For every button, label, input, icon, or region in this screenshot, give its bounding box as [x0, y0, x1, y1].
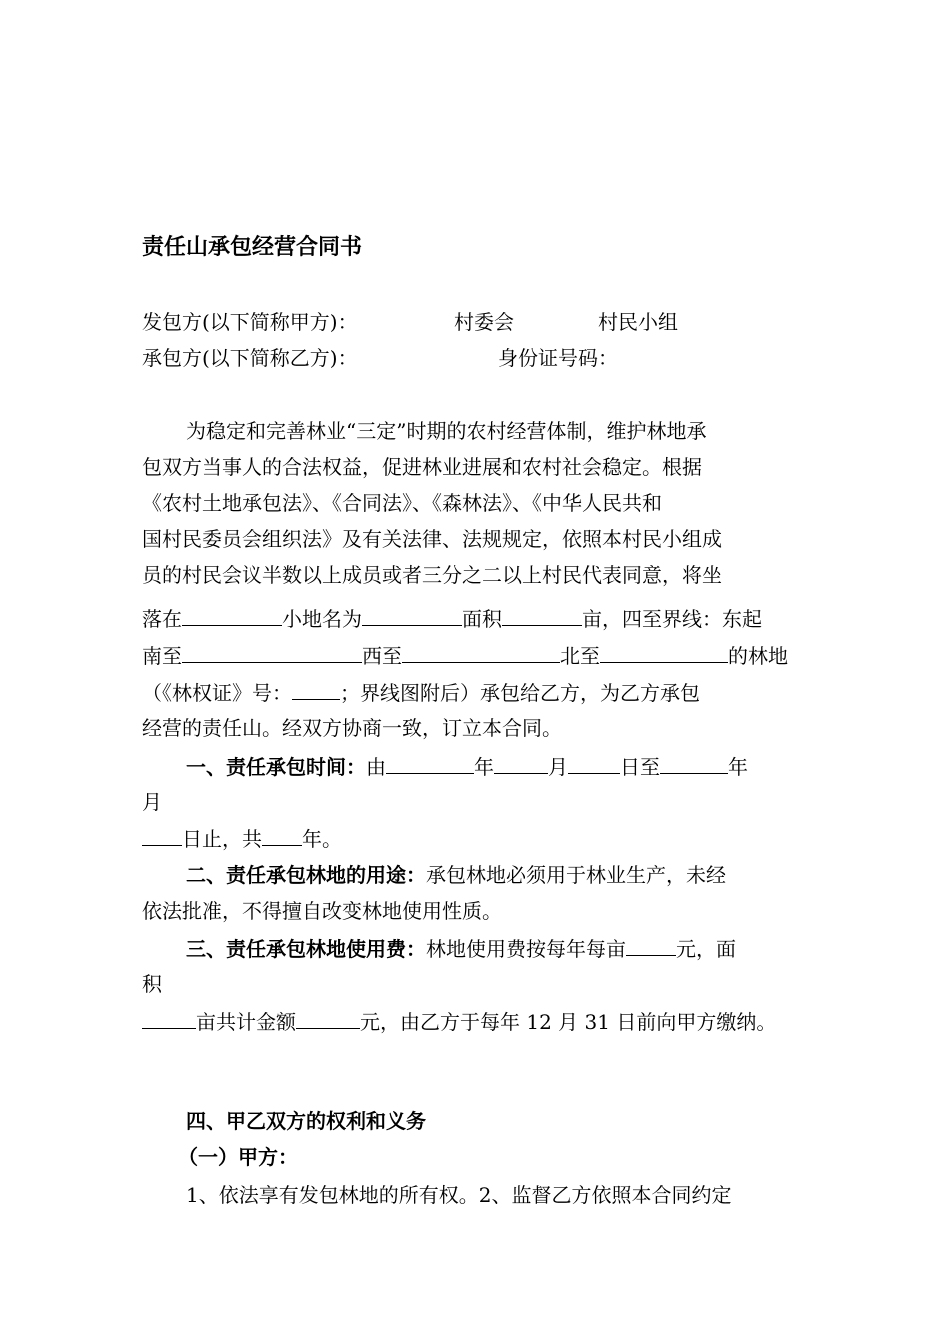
party-a-village: 村委会 — [454, 310, 514, 334]
month-label: 月 — [548, 755, 568, 779]
preamble-line-2: 包双方当事人的合法权益，促进林业进展和农村社会稳定。根据 — [142, 455, 702, 479]
payment-terms: 元，由乙方于每年 12 月 31 日前向甲方缴纳。 — [360, 1010, 777, 1034]
total-years-blank[interactable] — [262, 823, 302, 846]
boundary-east-label: 亩，四至界线：东起 — [582, 607, 762, 631]
end-year-label: 年 — [728, 755, 748, 779]
year-label: 年 — [474, 755, 494, 779]
document-title: 责任山承包经营合同书 — [142, 235, 363, 260]
south-blank[interactable] — [182, 640, 362, 663]
section2-line — [186, 860, 726, 890]
party-a-label: 发包方(以下简称甲方)： — [142, 310, 358, 334]
section2-text-1: 承包林地必须用于林业生产，未经 — [426, 863, 726, 887]
party-b-id-label: 身份证号码： — [498, 346, 618, 370]
forest-cert-blank[interactable] — [292, 677, 340, 700]
party-b-label: 承包方(以下简称乙方)： — [142, 346, 358, 370]
preamble-line-1: 为稳定和完善林业“三定”时期的农村经营体制，维护林地承 — [186, 419, 707, 443]
fee-per-mu-label: 林地使用费按每年每亩 — [426, 937, 626, 961]
place-name-label: 小地名为 — [282, 607, 362, 631]
section2-text-2: 依法批准，不得擅自改变林地使用性质。 — [142, 899, 502, 923]
north-label: 北至 — [560, 644, 600, 668]
section3-amount-line — [142, 1006, 776, 1037]
preamble-line-9: 经营的责任山。经双方协商一致，订立本合同。 — [142, 716, 562, 740]
section4-heading: 四、甲乙双方的权利和义务 — [186, 1109, 426, 1133]
section3-line — [186, 933, 736, 964]
end-month-label: 月 — [142, 790, 162, 814]
years-label: 年。 — [302, 827, 342, 851]
preamble-line-7 — [142, 640, 788, 671]
area-continue-label: 积 — [142, 972, 162, 996]
total-amount-label: 亩共计金额 — [196, 1010, 296, 1034]
west-label: 西至 — [362, 644, 402, 668]
end-year-blank[interactable] — [660, 751, 728, 774]
west-blank[interactable] — [402, 640, 560, 663]
total-area-blank[interactable] — [142, 1006, 196, 1029]
section2-heading: 二、责任承包林地的用途： — [186, 863, 426, 887]
location-blank[interactable] — [182, 603, 282, 626]
north-blank[interactable] — [600, 640, 728, 663]
section1-line — [186, 751, 748, 782]
south-label: 南至 — [142, 644, 182, 668]
end-day-blank[interactable] — [142, 823, 182, 846]
start-month-blank[interactable] — [494, 751, 548, 774]
place-name-blank[interactable] — [362, 603, 462, 626]
day-to-label: 日至 — [620, 755, 660, 779]
total-amount-blank[interactable] — [296, 1006, 360, 1029]
preamble-line-6 — [142, 603, 762, 634]
party-a-item-1: 1、依法享有发包林地的所有权。2、监督乙方依照本合同约定 — [186, 1183, 732, 1207]
section1-heading: 一、责任承包时间： — [186, 755, 366, 779]
area-blank[interactable] — [502, 603, 582, 626]
location-label: 落在 — [142, 607, 182, 631]
start-day-blank[interactable] — [568, 751, 620, 774]
from-label: 由 — [366, 755, 386, 779]
party-a-group: 村民小组 — [598, 310, 678, 334]
end-day-label: 日止，共 — [182, 827, 262, 851]
party-a-subheading: （一）甲方： — [178, 1145, 298, 1169]
section1-end-line — [142, 823, 342, 854]
fee-per-mu-blank[interactable] — [626, 933, 676, 956]
preamble-line-8 — [142, 677, 700, 708]
preamble-line-5: 员的村民会议半数以上成员或者三分之二以上村民代表同意，将坐 — [142, 563, 722, 587]
start-year-blank[interactable] — [386, 751, 474, 774]
forest-cert-label: （《林权证》号： — [142, 681, 292, 705]
fee-unit-label: 元，面 — [676, 937, 736, 961]
preamble-line-4: 国村民委员会组织法》及有关法律、法规规定，依照本村民小组成 — [142, 527, 722, 551]
forest-land-label: 的林地 — [728, 644, 788, 668]
preamble-line-3: 《农村土地承包法》、《合同法》、《森林法》、《中华人民共和 — [142, 491, 662, 515]
area-label: 面积 — [462, 607, 502, 631]
boundary-map-text: ；界线图附后）承包给乙方，为乙方承包 — [340, 681, 700, 705]
section3-heading: 三、责任承包林地使用费： — [186, 937, 426, 961]
